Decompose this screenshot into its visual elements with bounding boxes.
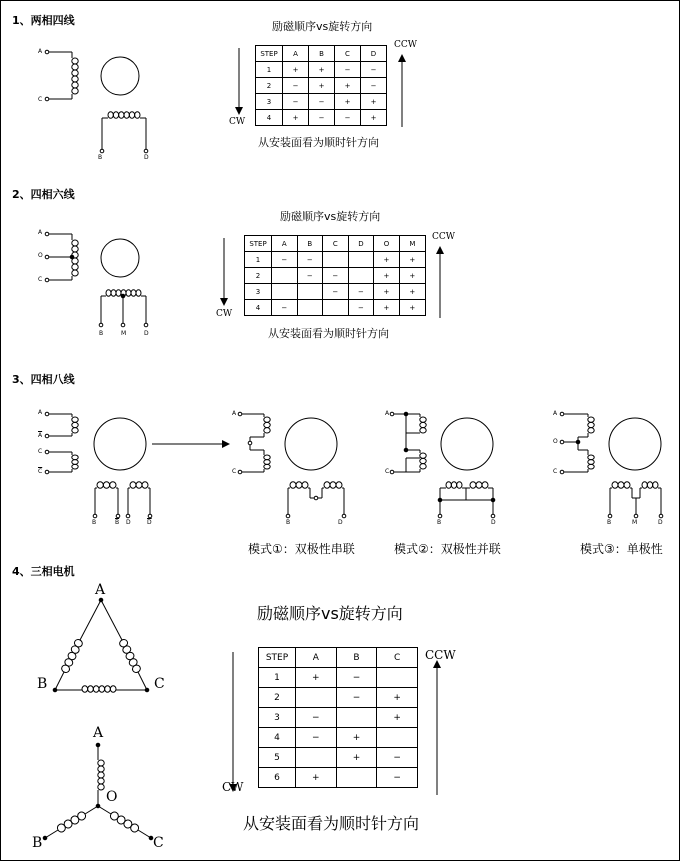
table-cell: − (323, 284, 349, 300)
table-cell: + (374, 284, 400, 300)
coil-d (653, 482, 658, 488)
direction-caption-1: 从安装面看为顺时针方向 (258, 136, 379, 149)
coil-a (72, 422, 78, 427)
table-cell: + (296, 668, 337, 688)
direction-caption-2: 从安装面看为顺时针方向 (268, 327, 389, 340)
coil-b (618, 482, 624, 488)
coil-d (470, 482, 476, 488)
excitation-caption-2: 励磁顺序vs旋转方向 (280, 210, 381, 223)
table-cell: 4 (256, 110, 283, 126)
wye-coil-b (56, 823, 67, 834)
junction-dot (43, 836, 47, 840)
terminal-dot (116, 514, 120, 518)
terminal-dot (45, 450, 49, 454)
coil-b-d (136, 290, 141, 296)
wire-label-a-bar: $\overline{A}$ (38, 432, 43, 439)
table-cell: + (309, 62, 335, 78)
wire-label-c: C (38, 448, 43, 455)
wire-label-o: O (553, 438, 558, 445)
terminal-dot (286, 514, 290, 518)
terminal-dot (491, 514, 495, 518)
junction-dot (145, 688, 149, 692)
terminal-dot (560, 470, 564, 474)
wire (101, 600, 122, 640)
table-cell: + (336, 748, 377, 768)
delta-coil-ab (73, 638, 83, 648)
coil-a-c (72, 246, 78, 252)
table-header-cell: A (283, 46, 309, 62)
coil-d (130, 482, 136, 488)
terminal-dot (438, 514, 442, 518)
coil-b (302, 482, 308, 488)
coil-d (336, 482, 342, 488)
table-cell: − (336, 668, 377, 688)
wire-label-a: A (38, 229, 43, 236)
delta-coil-ab (60, 664, 70, 674)
wire-label-a: A (232, 410, 237, 417)
table-header-cell: B (336, 648, 377, 668)
wye-label-c: C (153, 835, 164, 851)
coil-b (110, 482, 116, 488)
delta-coil-bc (88, 686, 94, 692)
wye-coil-c (122, 819, 133, 830)
wye-coil-b (69, 815, 80, 826)
wire (98, 806, 111, 814)
table-cell: + (283, 62, 309, 78)
terminal-dot (45, 470, 49, 474)
wire-label-b: B (98, 154, 103, 161)
coil-d (330, 482, 336, 488)
coil-a (264, 417, 270, 422)
table-cell: 2 (259, 688, 296, 708)
delta-label-c: C (154, 676, 165, 692)
table-header-cell: STEP (245, 236, 272, 252)
coil-d (642, 482, 647, 488)
terminal-dot (248, 441, 252, 445)
cw-label-1: CW (229, 117, 246, 127)
rotor-circle (441, 418, 493, 470)
terminal-dot (45, 412, 49, 416)
section-title-two-phase-four-wire: 1、两相四线 (12, 14, 75, 27)
wye-label-o: O (106, 789, 118, 805)
table-cell: 4 (245, 300, 272, 316)
coil-c (72, 460, 78, 465)
junction-dot (70, 255, 74, 259)
terminal-dot (45, 434, 49, 438)
table-cell: − (283, 78, 309, 94)
rotor-circle (94, 418, 146, 470)
wye-coil-a (98, 784, 104, 790)
coil-b (451, 482, 456, 488)
coil-b-d (131, 290, 136, 296)
excitation-caption-1: 励磁顺序vs旋转方向 (272, 20, 373, 33)
wire (80, 600, 101, 640)
delta-coil-ac (128, 657, 138, 667)
coil-b-d (116, 290, 121, 296)
table-cell: 4 (259, 728, 296, 748)
terminal-dot (634, 514, 638, 518)
coil-a (72, 417, 78, 422)
delta-coil-bc (82, 686, 88, 692)
table-cell: − (296, 708, 337, 728)
coil-b-d (113, 112, 118, 118)
table-cell: 5 (259, 748, 296, 768)
table-cell: − (348, 300, 374, 316)
coil-b (446, 482, 451, 488)
table-cell: − (309, 94, 335, 110)
wire-label-a: A (38, 48, 43, 55)
coil-b (97, 482, 103, 488)
terminal-dot (148, 514, 152, 518)
table-cell: + (374, 300, 400, 316)
table-cell: + (399, 300, 425, 316)
delta-coil-ac (118, 638, 128, 648)
table-cell: + (399, 268, 425, 284)
junction-dot (53, 688, 57, 692)
cw-label-3: CW (222, 780, 244, 794)
table-header-cell: STEP (259, 648, 296, 668)
coil-a (72, 428, 78, 433)
terminal-dot (100, 149, 104, 153)
terminal-dot (238, 412, 242, 416)
coil-b (624, 482, 630, 488)
wire-label-c-bar: $\overline{C}$ (38, 468, 43, 475)
coil-b-d (119, 112, 124, 118)
terminal-dot (45, 255, 49, 259)
table-cell: + (283, 110, 309, 126)
coil-b-d (108, 112, 113, 118)
table-cell: − (336, 688, 377, 708)
delta-coil-ab (64, 657, 74, 667)
wire (138, 672, 147, 690)
terminal-dot (121, 323, 125, 327)
table-cell: 1 (245, 252, 272, 268)
table-cell: + (335, 94, 361, 110)
junction-dot (404, 412, 408, 416)
table-header-cell: C (377, 648, 418, 668)
junction-dot (438, 498, 442, 502)
ccw-label-3: CCW (425, 648, 456, 662)
wye-coil-a (98, 760, 104, 766)
table-header-cell: B (297, 236, 323, 252)
wye-coil-b (76, 811, 87, 822)
table-header-cell: B (309, 46, 335, 62)
table-cell: + (336, 728, 377, 748)
coil-a-c (72, 88, 78, 94)
wire-label-m: M (121, 330, 127, 337)
wire-label-c: C (38, 276, 43, 283)
coil-a-c (72, 64, 78, 70)
table-header-cell: O (374, 236, 400, 252)
wire-label-c: C (232, 468, 237, 475)
table-header-cell: STEP (256, 46, 283, 62)
coil-c (588, 464, 594, 469)
coil-b (612, 482, 618, 488)
terminal-dot (126, 514, 130, 518)
table-cell: − (272, 300, 298, 316)
table-cell: − (323, 268, 349, 284)
table-cell: + (335, 78, 361, 94)
table-cell: + (399, 252, 425, 268)
coil-a (420, 428, 426, 433)
terminal-dot (99, 323, 103, 327)
wire (55, 672, 64, 690)
junction-dot (576, 440, 580, 444)
delta-coil-ab (70, 645, 80, 655)
terminal-dot (144, 149, 148, 153)
junction-dot (99, 598, 103, 602)
wire-label-d: D (338, 519, 343, 526)
wye-label-b: B (32, 835, 43, 851)
coil-c (72, 464, 78, 469)
table-cell: + (399, 284, 425, 300)
table-cell: − (296, 728, 337, 748)
coil-c (420, 453, 426, 458)
coil-b (290, 482, 296, 488)
table-cell: − (361, 62, 387, 78)
section-title-four-phase-eight-wire: 3、四相八线 (12, 373, 75, 386)
wire-label-m: M (632, 519, 638, 526)
coil-b-d (111, 290, 116, 296)
coil-a (588, 417, 594, 422)
delta-coil-bc (105, 686, 111, 692)
terminal-dot (144, 323, 148, 327)
coil-a (264, 428, 270, 433)
wire-label-b: B (286, 519, 291, 526)
terminal-dot (390, 470, 394, 474)
table-cell: + (309, 78, 335, 94)
table-cell: − (272, 252, 298, 268)
table-header-cell: D (361, 46, 387, 62)
wire-label-d: D (144, 154, 149, 161)
wire-label-c: C (553, 468, 558, 475)
wire-label-d: D (658, 519, 663, 526)
coil-c (588, 455, 594, 460)
mode-unipolar: 模式③：单极性 (580, 542, 663, 556)
table-cell: 3 (259, 708, 296, 728)
rotor-circle (101, 239, 139, 277)
table-cell: − (361, 78, 387, 94)
table-cell: + (377, 688, 418, 708)
wire-label-a: A (553, 410, 558, 417)
wye-label-a: A (93, 725, 104, 741)
wire-label-b: B (92, 519, 97, 526)
coil-d (324, 482, 330, 488)
terminal-dot (560, 412, 564, 416)
wire-label-c: C (38, 96, 43, 103)
coil-b-d (106, 290, 111, 296)
delta-label-b: B (37, 676, 48, 692)
coil-a (264, 422, 270, 427)
delta-coil-ab (67, 651, 77, 661)
table-cell: 1 (256, 62, 283, 78)
terminal-dot (314, 496, 318, 500)
table-header-cell: A (296, 648, 337, 668)
coil-a-c (72, 76, 78, 82)
table-cell: 1 (259, 668, 296, 688)
table-header-cell: D (348, 236, 374, 252)
table-cell: − (297, 252, 323, 268)
table-cell: − (283, 94, 309, 110)
table-cell: − (335, 110, 361, 126)
mode-bipolar-series: 模式①：双极性串联 (248, 542, 355, 556)
coil-c (420, 458, 426, 463)
coil-b (457, 482, 462, 488)
table-cell: + (377, 708, 418, 728)
coil-a-c (72, 58, 78, 64)
coil-b-d (135, 112, 140, 118)
terminal-dot (238, 470, 242, 474)
coil-a (588, 428, 594, 433)
wye-coil-a (98, 772, 104, 778)
coil-c (264, 455, 270, 460)
coil-c (420, 464, 426, 469)
wire-label-o: O (38, 252, 43, 259)
table-cell: − (377, 768, 418, 788)
coil-d (482, 482, 488, 488)
terminal-dot (45, 278, 49, 282)
coil-c (264, 460, 270, 465)
wire-label-b: B (99, 330, 104, 337)
terminal-dot (560, 440, 564, 444)
rotor-circle (609, 418, 661, 470)
table-cell: + (361, 110, 387, 126)
direction-caption-3: 从安装面看为顺时针方向 (243, 814, 420, 833)
coil-c (588, 460, 594, 465)
wire-label-a: A (38, 409, 43, 416)
terminal-dot (45, 232, 49, 236)
junction-dot (149, 836, 153, 840)
table-cell: − (297, 268, 323, 284)
coil-a (420, 422, 426, 427)
junction-dot (491, 498, 495, 502)
table-header-cell: A (272, 236, 298, 252)
delta-coil-bc (99, 686, 105, 692)
table-cell: 3 (245, 284, 272, 300)
section-title-three-phase-motor: 4、三相电机 (12, 565, 75, 578)
delta-coil-ac (131, 664, 141, 674)
rotor-circle (285, 418, 337, 470)
table-header-cell: C (323, 236, 349, 252)
wye-coil-a (98, 778, 104, 784)
table-cell: 3 (256, 94, 283, 110)
wire-label-b: B (437, 519, 442, 526)
delta-coil-ac (125, 651, 135, 661)
wire-label-b: B (607, 519, 612, 526)
terminal-dot (45, 97, 49, 101)
delta-coil-bc (93, 686, 99, 692)
coil-a-c (72, 270, 78, 276)
coil-a-c (72, 82, 78, 88)
wye-coil-c (116, 815, 127, 826)
section-title-four-phase-six-wire: 2、四相六线 (12, 188, 75, 201)
table-cell: − (377, 748, 418, 768)
coil-b (103, 482, 109, 488)
wire-label-d: D (491, 519, 496, 526)
coil-b-d (129, 112, 134, 118)
coil-a-c (72, 70, 78, 76)
ccw-label-2: CCW (432, 232, 456, 242)
delta-coil-bc (110, 686, 116, 692)
coil-a-c (72, 240, 78, 246)
coil-a (588, 422, 594, 427)
coil-d (476, 482, 482, 488)
table-cell: − (309, 110, 335, 126)
delta-coil-ac (122, 645, 132, 655)
wye-coil-a (98, 766, 104, 772)
terminal-dot (93, 514, 97, 518)
wire-label-c: C (385, 468, 390, 475)
table-cell: + (374, 252, 400, 268)
mode-bipolar-parallel: 模式②：双极性并联 (394, 542, 501, 556)
coil-a-c (72, 264, 78, 270)
coil-c (264, 464, 270, 469)
coil-b (296, 482, 302, 488)
table-header-cell: C (335, 46, 361, 62)
junction-dot (121, 294, 125, 298)
cw-label-2: CW (216, 309, 233, 319)
table-cell: + (296, 768, 337, 788)
coil-b-d (124, 112, 129, 118)
wye-coil-c (129, 823, 140, 834)
excitation-caption-3: 励磁顺序vs旋转方向 (257, 604, 403, 623)
ccw-label-1: CCW (394, 40, 418, 50)
table-cell: − (335, 62, 361, 78)
wye-coil-b (63, 819, 74, 830)
table-header-cell: M (399, 236, 425, 252)
terminal-dot (608, 514, 612, 518)
coil-d (136, 482, 142, 488)
table-cell: 2 (256, 78, 283, 94)
terminal-dot (342, 514, 346, 518)
junction-dot (96, 743, 100, 747)
table-cell: + (374, 268, 400, 284)
terminal-dot (45, 50, 49, 54)
wire-label-a: A (385, 410, 390, 417)
terminal-dot (390, 412, 394, 416)
wye-coil-c (109, 811, 120, 822)
coil-d (142, 482, 148, 488)
table-cell: + (361, 94, 387, 110)
wire-label-d: D (126, 519, 131, 526)
coil-c (72, 455, 78, 460)
wire (85, 806, 98, 814)
table-cell: − (348, 284, 374, 300)
rotor-circle (101, 57, 139, 95)
wire-label-d: D (144, 330, 149, 337)
wire-label-d-bar: $\overline{D}$ (147, 519, 152, 526)
coil-b-d (126, 290, 131, 296)
coil-a (420, 417, 426, 422)
coil-d (647, 482, 652, 488)
delta-label-a: A (95, 582, 106, 598)
table-cell: 2 (245, 268, 272, 284)
terminal-dot (659, 514, 663, 518)
wire-label-b-bar: $\overline{B}$ (115, 519, 120, 526)
table-cell: 6 (259, 768, 296, 788)
